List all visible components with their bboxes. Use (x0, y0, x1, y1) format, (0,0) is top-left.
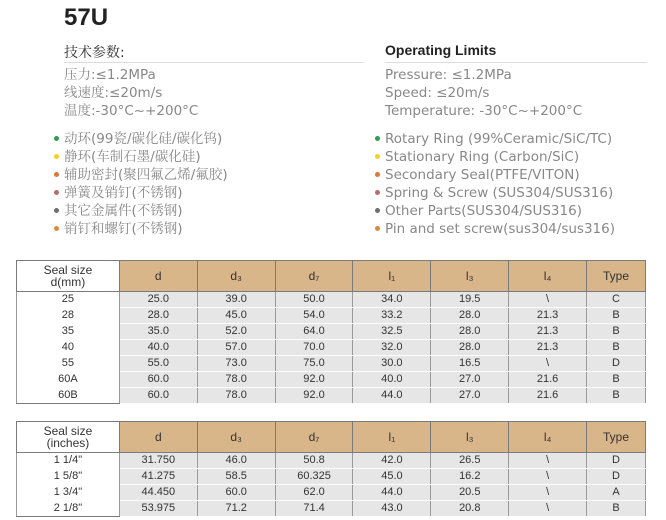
column-header: l₄ (509, 422, 587, 453)
table-cell: 16.5 (431, 356, 509, 372)
table-cell: 92.0 (275, 372, 353, 388)
material-item-en (385, 220, 655, 238)
table-cell: 71.4 (275, 501, 353, 517)
seal-size-cell: 1 5/8" (17, 469, 120, 485)
table-cell: 55.0 (119, 356, 197, 372)
table-cell: 78.0 (197, 388, 275, 404)
table-header-row (17, 422, 646, 453)
table-cell: 45.0 (353, 469, 431, 485)
table-row (17, 340, 646, 356)
material-text: Other Parts(SUS304/SUS316) (385, 203, 582, 219)
column-header: d (119, 422, 197, 453)
column-header: l₁ (353, 422, 431, 453)
material-item-cn (64, 184, 364, 202)
table-cell: 73.0 (197, 356, 275, 372)
material-item-cn (64, 166, 364, 184)
table-row (17, 388, 646, 404)
material-item-en (385, 148, 655, 166)
table-header-row (17, 261, 646, 292)
seal-size-cell: 1 3/4" (17, 485, 120, 501)
material-text: Rotary Ring (99%Ceramic/SiC/TC) (385, 131, 613, 147)
table-row (17, 372, 646, 388)
page-title: 57U (64, 4, 109, 31)
material-text: Secondary Seal(PTFE/VITON) (385, 167, 580, 183)
table-row (17, 292, 646, 308)
material-item-en (385, 202, 655, 220)
table-cell: 46.0 (197, 453, 275, 469)
table-cell: 57.0 (197, 340, 275, 356)
table-cell: 71.2 (197, 501, 275, 517)
table-cell: A (587, 485, 646, 501)
seal-size-cell: 1 1/4" (17, 453, 120, 469)
table-cell: 50.8 (275, 453, 353, 469)
material-text: 销钉和螺钉(不锈钢) (64, 221, 183, 237)
tech-params-heading: 技术参数: (64, 45, 125, 61)
table-cell: 40.0 (119, 340, 197, 356)
table-cell: 60.0 (197, 485, 275, 501)
table-cell: 21.3 (509, 340, 587, 356)
operating-limits-column (385, 42, 655, 238)
table-cell: 42.0 (353, 453, 431, 469)
bullet-dot-icon (375, 190, 380, 195)
material-item-en (385, 166, 655, 184)
table-cell: 27.0 (431, 388, 509, 404)
inch-size-table (16, 421, 646, 517)
material-text: 静环(车制石墨/碳化硅) (64, 149, 201, 165)
material-text: 其它金属件(不锈钢) (64, 203, 183, 219)
table-cell: 60.0 (119, 388, 197, 404)
table-cell: 35.0 (119, 324, 197, 340)
table-cell: B (587, 372, 646, 388)
table-cell: 41.275 (119, 469, 197, 485)
column-header: Type (587, 422, 646, 453)
operating-limits-heading: Operating Limits (385, 42, 497, 58)
table-cell: 44.450 (119, 485, 197, 501)
table-cell: 60.325 (275, 469, 353, 485)
seal-size-cell: 60A (17, 372, 120, 388)
seal-size-cell: 2 1/8" (17, 501, 120, 517)
seal-size-cell: 55 (17, 356, 120, 372)
table-cell: 62.0 (275, 485, 353, 501)
seal-size-cell: 25 (17, 292, 120, 308)
table-cell: 25.0 (119, 292, 197, 308)
column-header: Type (587, 261, 646, 292)
material-list-cn (64, 130, 364, 238)
divider-right (385, 62, 647, 63)
column-header: l₃ (431, 261, 509, 292)
table-cell: 54.0 (275, 308, 353, 324)
table-cell: 32.0 (353, 340, 431, 356)
table-row (17, 453, 646, 469)
bullet-dot-icon (375, 172, 380, 177)
table-cell: 52.0 (197, 324, 275, 340)
table-cell: 28.0 (119, 308, 197, 324)
table-cell: \ (509, 292, 587, 308)
table-cell: B (587, 501, 646, 517)
seal-size-cell: 35 (17, 324, 120, 340)
column-header: d₇ (275, 261, 353, 292)
table-cell: 34.0 (353, 292, 431, 308)
table-cell: 16.2 (431, 469, 509, 485)
bullet-dot-icon (54, 208, 59, 213)
table-cell: 27.0 (431, 372, 509, 388)
table-cell: 21.3 (509, 308, 587, 324)
table-cell: B (587, 324, 646, 340)
spec-speed-en: Speed: ≤20m/s (385, 85, 490, 101)
table-cell: 31.750 (119, 453, 197, 469)
divider-left (64, 62, 364, 63)
bullet-dot-icon (54, 154, 59, 159)
table-cell: D (587, 453, 646, 469)
spec-list-en (385, 66, 655, 120)
table-cell: 21.6 (509, 388, 587, 404)
material-text: Pin and set screw(sus304/sus316) (385, 221, 615, 237)
table-cell: 53.975 (119, 501, 197, 517)
spec-speed-cn: 线速度:≤20m/s (64, 85, 163, 101)
table-cell: 28.0 (431, 324, 509, 340)
table-cell: 58.5 (197, 469, 275, 485)
bullet-dot-icon (375, 154, 380, 159)
seal-size-cell: 40 (17, 340, 120, 356)
material-item-cn (64, 202, 364, 220)
table-cell: 30.0 (353, 356, 431, 372)
table-cell: 26.5 (431, 453, 509, 469)
column-header: Seal size (inches) (17, 422, 120, 453)
spec-temperature-cn: 温度:-30°C~+200°C (64, 103, 199, 119)
table-cell: 43.0 (353, 501, 431, 517)
table-cell: \ (509, 356, 587, 372)
table-cell: D (587, 356, 646, 372)
table-row (17, 501, 646, 517)
table-cell: 28.0 (431, 340, 509, 356)
material-item-en (385, 184, 655, 202)
table-cell: 32.5 (353, 324, 431, 340)
material-text: 动环(99瓷/碳化硅/碳化钨) (64, 131, 223, 147)
table-cell: 44.0 (353, 485, 431, 501)
table-cell: 70.0 (275, 340, 353, 356)
table-cell: B (587, 308, 646, 324)
column-header: l₃ (431, 422, 509, 453)
material-item-cn (64, 220, 364, 238)
table-cell: 75.0 (275, 356, 353, 372)
column-header: Seal size d(mm) (17, 261, 120, 292)
table-cell: 21.6 (509, 372, 587, 388)
tech-params-column-cn (64, 42, 364, 238)
table-cell: 44.0 (353, 388, 431, 404)
bullet-dot-icon (375, 136, 380, 141)
material-item-en (385, 130, 655, 148)
material-text: 辅助密封(聚四氟乙烯/氟胶) (64, 167, 228, 183)
table-cell: \ (509, 469, 587, 485)
column-header: l₄ (509, 261, 587, 292)
table-cell: \ (509, 453, 587, 469)
material-text: Spring & Screw (SUS304/SUS316) (385, 185, 614, 201)
bullet-dot-icon (54, 190, 59, 195)
column-header: d (119, 261, 197, 292)
table-cell: 78.0 (197, 372, 275, 388)
metric-size-table (16, 260, 646, 404)
spec-pressure-cn: 压力:≤1.2MPa (64, 67, 156, 83)
table-cell: 60.0 (119, 372, 197, 388)
table-cell: 21.3 (509, 324, 587, 340)
material-text: 弹簧及销钉(不锈钢) (64, 185, 183, 201)
table-cell: 45.0 (197, 308, 275, 324)
material-item-cn (64, 148, 364, 166)
table-cell: 40.0 (353, 372, 431, 388)
spec-temperature-en: Temperature: -30°C~+200°C (385, 103, 583, 119)
table-cell: 33.2 (353, 308, 431, 324)
table-cell: 92.0 (275, 388, 353, 404)
material-list-en (385, 130, 655, 238)
table-row (17, 324, 646, 340)
seal-size-cell: 60B (17, 388, 120, 404)
bullet-dot-icon (375, 226, 380, 231)
column-header: l₁ (353, 261, 431, 292)
spec-pressure-en: Pressure: ≤1.2MPa (385, 67, 512, 83)
table-cell: \ (509, 501, 587, 517)
table-cell: 50.0 (275, 292, 353, 308)
table-cell: C (587, 292, 646, 308)
material-item-cn (64, 130, 364, 148)
column-header: d₃ (197, 422, 275, 453)
seal-size-cell: 28 (17, 308, 120, 324)
table-cell: 28.0 (431, 308, 509, 324)
table-cell: B (587, 340, 646, 356)
table-cell: D (587, 469, 646, 485)
table-cell: \ (509, 485, 587, 501)
table-cell: 20.8 (431, 501, 509, 517)
bullet-dot-icon (375, 208, 380, 213)
bullet-dot-icon (54, 136, 59, 141)
table-row (17, 469, 646, 485)
table-cell: 20.5 (431, 485, 509, 501)
column-header: d₃ (197, 261, 275, 292)
bullet-dot-icon (54, 172, 59, 177)
column-header: d₇ (275, 422, 353, 453)
table-row (17, 485, 646, 501)
spec-list-cn (64, 66, 364, 120)
table-cell: 39.0 (197, 292, 275, 308)
table-row (17, 356, 646, 372)
material-text: Stationary Ring (Carbon/SiC) (385, 149, 580, 165)
table-cell: 19.5 (431, 292, 509, 308)
table-cell: B (587, 388, 646, 404)
bullet-dot-icon (54, 226, 59, 231)
table-row (17, 308, 646, 324)
table-cell: 64.0 (275, 324, 353, 340)
